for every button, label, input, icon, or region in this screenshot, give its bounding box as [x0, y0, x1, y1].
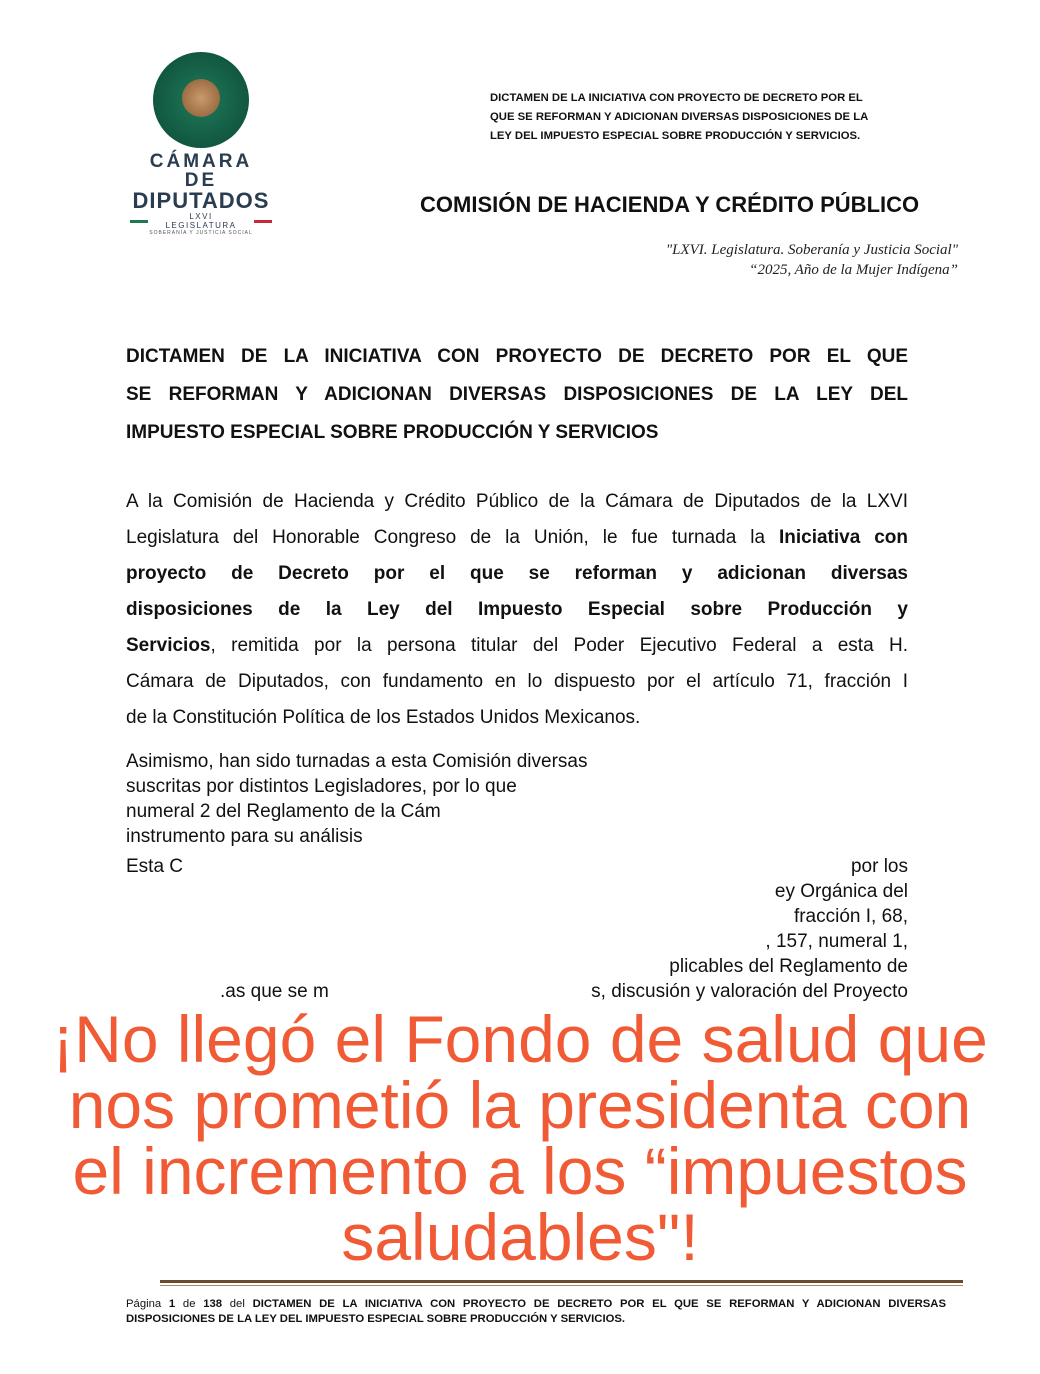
- text-line: suscritas por distintos Legisladores, por lo que: [126, 776, 517, 797]
- footer-divider: [160, 1280, 963, 1283]
- logo-text: CÁMARA DE: [149, 151, 253, 191]
- text-line: s, discusión y valoración del Proyecto: [591, 981, 908, 1002]
- overlay-line: nos prometió la presidenta con: [68, 1068, 972, 1142]
- text-line: Cámara de Diputados, con fundamento en lo dispuesto por el artículo 71, fracción I: [126, 671, 908, 692]
- text-line: fracción I, 68,: [793, 906, 908, 927]
- logo-motto: SOBERANÍA Y JUSTICIA SOCIAL: [149, 230, 253, 236]
- text-line: Servicios, remitida por la persona titular del Poder Ejecutivo Federal a esta H.: [126, 635, 908, 656]
- document-title: DICTAMEN DE LA INICIATIVA CON PROYECTO DE DECRETO POR EL QUE SE REFORMAN Y ADICIONAN DIVERSAS DISPOSICIONES DE LA LEY DEL IMPUESTO ESPECIAL SOBRE PRODUCCIÓN Y SERVICIOS: [126, 346, 908, 443]
- year-motto: “2025, Año de la Mujer Indígena”: [749, 262, 958, 278]
- text-line: disposiciones de la Ley del Impuesto Especial sobre Producción y: [126, 599, 908, 620]
- page-total: 138: [203, 1298, 223, 1310]
- logo-text: DIPUTADOS: [132, 188, 270, 213]
- text-line: A la Comisión de Hacienda y Crédito Público de la Cámara de Diputados de la LXVI: [126, 491, 908, 512]
- logo-legislature: LXVI LEGISLATURA: [130, 212, 272, 230]
- text-line: , 157, numeral 1,: [765, 931, 908, 952]
- commission-title: COMISIÓN DE HACIENDA Y CRÉDITO PÚBLICO: [420, 192, 920, 217]
- page-number: 1: [168, 1298, 176, 1310]
- page-footer: Página 1 de 138 del DICTAMEN DE LA INICIATIVA CON PROYECTO DE DECRETO POR EL QUE SE REFORMAN Y ADICIONAN DIVERSAS DISPOSICIONES DE LA LEY DEL IMPUESTO ESPECIAL SOBRE PRODUCCIÓN Y SERVICIOS.: [126, 1298, 946, 1325]
- overlay-line: ¡No llegó el Fondo de salud que: [52, 1002, 988, 1076]
- footer-divider: [160, 1285, 963, 1286]
- protest-overlay-text: [0, 1002, 1040, 1274]
- text-line: plicables del Reglamento de: [669, 956, 908, 977]
- text-line: ey Orgánica del: [774, 881, 908, 902]
- text-line: Esta C: [126, 856, 184, 877]
- text-line: .as que se m: [220, 981, 329, 1002]
- national-seal-icon: [153, 52, 249, 148]
- overlay-line: el incremento a los “impuestos: [72, 1134, 968, 1208]
- text-line: de la Constitución Política de los Estados Unidos Mexicanos.: [126, 707, 641, 728]
- text-line: proyecto de Decreto por el que se reforman y adicionan diversas: [126, 563, 908, 584]
- overlay-line: saludables"!: [341, 1200, 699, 1274]
- text-line: numeral 2 del Reglamento de la Cám: [126, 801, 441, 822]
- text-line: instrumento para su análisis: [126, 826, 363, 847]
- text-line: Legislatura del Honorable Congreso de la Unión, le fue turnada la Iniciativa con: [126, 527, 909, 548]
- legislature-motto: "LXVI. Legislatura. Soberanía y Justicia Social": [665, 242, 958, 258]
- text-line: por los: [850, 856, 908, 877]
- text-line: Asimismo, han sido turnadas a esta Comisión diversas: [126, 751, 588, 772]
- header-document-title: DICTAMEN DE LA INICIATIVA CON PROYECTO DE DECRETO POR EL QUE SE REFORMAN Y ADICIONAN DIVERSAS DISPOSICIONES DE LA LEY DEL IMPUESTO ESPECIAL SOBRE PRODUCCIÓN Y SERVICIOS.: [490, 92, 869, 142]
- camara-de-diputados-logo: [130, 52, 272, 236]
